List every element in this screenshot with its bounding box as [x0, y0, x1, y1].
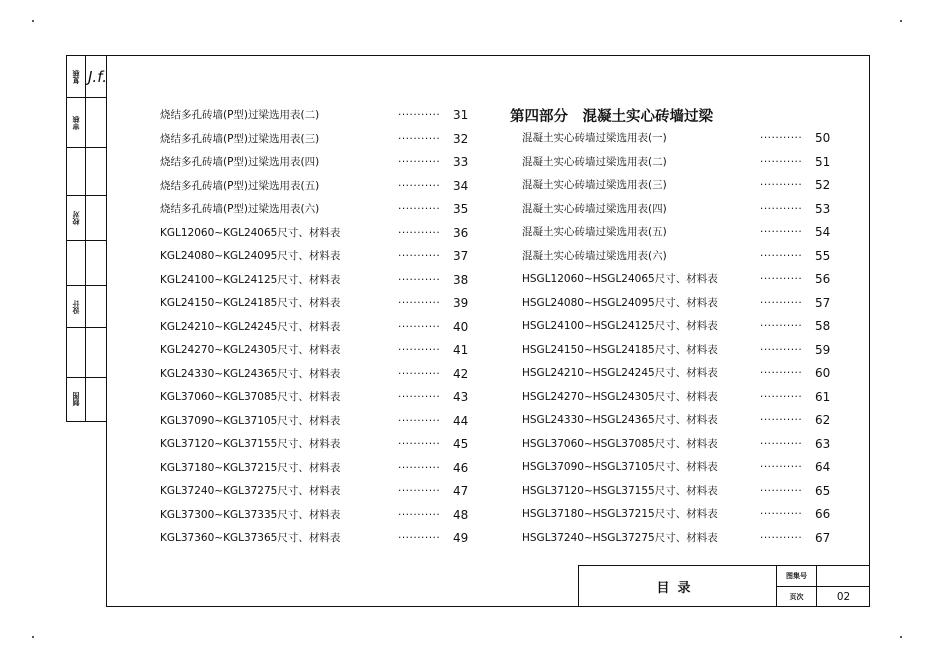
toc-leader-dots: ··········· [760, 226, 803, 238]
approval-strip [66, 55, 107, 422]
toc-entry-page: 45 [453, 437, 469, 451]
approval-cell-blank [67, 148, 107, 196]
toc-entry-page: 51 [815, 154, 831, 169]
toc-leader-dots: ··········· [398, 320, 441, 333]
toc-entry [160, 387, 473, 407]
toc-entry [522, 222, 835, 242]
toc-leader-dots: ··········· [398, 414, 441, 427]
toc-entry-title: KGL12060~KGL24065尺寸、材料表 [160, 226, 341, 239]
toc-entry-title: KGL37060~KGL37085尺寸、材料表 [160, 391, 341, 403]
toc-entry-title: KGL37300~KGL37335尺寸、材料表 [160, 508, 341, 521]
toc-entry-page: 65 [815, 483, 831, 498]
approval-cell-audit [67, 98, 107, 148]
approval-cell-design [67, 286, 107, 328]
toc-entry [160, 458, 473, 478]
approval-label: 制图 [72, 392, 80, 407]
section-heading: 第四部分 混凝土实心砖墙过梁 [510, 109, 713, 125]
toc-leader-dots: ··········· [760, 461, 803, 473]
toc-entry [160, 505, 473, 525]
toc-entry [160, 293, 473, 313]
toc-leader-dots: ··········· [398, 250, 441, 262]
toc-entry-title: 烧结多孔砖墙(P型)过梁选用表(三) [160, 132, 320, 145]
toc-leader-dots: ··········· [398, 344, 441, 356]
toc-leader-dots: ··········· [760, 320, 803, 332]
toc-entry-title: HSGL24080~HSGL24095尺寸、材料表 [522, 296, 718, 309]
toc-entry-page: 31 [453, 108, 469, 122]
toc-leader-dots: ··········· [760, 508, 803, 520]
strip-divider [85, 56, 86, 421]
toc-entry-page: 58 [815, 319, 831, 333]
toc-entry-title: HSGL37240~HSGL37275尺寸、材料表 [522, 531, 718, 544]
toc-leader-dots: ··········· [398, 297, 441, 309]
toc-entry-title: 烧结多孔砖墙(P型)过梁选用表(二) [160, 109, 320, 121]
toc-entry [522, 269, 835, 289]
toc-entry [522, 528, 835, 548]
toc-leader-dots: ··········· [398, 508, 441, 521]
toc-entry-page: 40 [453, 319, 469, 334]
toc-entry-title: KGL24080~KGL24095尺寸、材料表 [160, 250, 341, 262]
toc-leader-dots: ··········· [760, 414, 803, 426]
toc-entry-page: 62 [815, 413, 831, 427]
toc-entry-page: 52 [815, 178, 831, 192]
toc-leader-dots: ··········· [760, 155, 803, 168]
toc-entry-title: KGL24270~KGL24305尺寸、材料表 [160, 344, 341, 356]
toc-entry-title: KGL24210~KGL24245尺寸、材料表 [160, 320, 341, 333]
toc-entry [522, 410, 835, 430]
toc-entry-title: KGL37120~KGL37155尺寸、材料表 [160, 438, 341, 450]
toc-entry [522, 199, 835, 219]
title-block [578, 565, 870, 606]
toc-entry-title: HSGL24150~HSGL24185尺寸、材料表 [522, 343, 718, 356]
toc-entry-page: 41 [453, 343, 469, 357]
toc-leader-dots: ··········· [398, 367, 441, 380]
toc-entry-title: HSGL24210~HSGL24245尺寸、材料表 [522, 367, 718, 379]
toc-entry-page: 43 [453, 390, 469, 404]
toc-entry-title: KGL24150~KGL24185尺寸、材料表 [160, 297, 341, 309]
toc-entry-page: 39 [453, 296, 469, 310]
toc-entry [160, 481, 473, 501]
toc-entry-title: 混凝土实心砖墙过梁选用表(二) [522, 155, 667, 168]
title-block-title: 目录 [579, 566, 777, 606]
toc-leader-dots: ··········· [760, 179, 803, 191]
toc-leader-dots: ··········· [398, 179, 441, 192]
toc-entry-page: 42 [453, 366, 469, 381]
toc-entry-page: 67 [815, 530, 831, 545]
toc-leader-dots: ··········· [760, 296, 803, 309]
toc-entry-page: 47 [453, 484, 469, 498]
toc-entry-page: 50 [815, 131, 831, 145]
toc-entry-title: KGL37180~KGL37215尺寸、材料表 [160, 461, 341, 474]
toc-entry [160, 434, 473, 454]
toc-entry [522, 363, 835, 383]
toc-entry-title: 烧结多孔砖墙(P型)过梁选用表(四) [160, 156, 320, 168]
approval-label: 设计 [72, 300, 80, 314]
corner-mark [32, 636, 34, 638]
toc-entry-page: 35 [453, 202, 469, 216]
signature: J.f. [88, 68, 107, 86]
toc-leader-dots: ··········· [398, 532, 441, 544]
toc-entry-title: HSGL24330~HSGL24365尺寸、材料表 [522, 414, 718, 426]
toc-entry-page: 36 [453, 225, 469, 240]
toc-entry-title: 烧结多孔砖墙(P型)过梁选用表(六) [160, 203, 320, 215]
toc-entry [160, 317, 473, 337]
atlas-number-label: 图集号 [777, 566, 817, 586]
toc-leader-dots: ··········· [398, 438, 441, 450]
approval-cell-draw [67, 378, 107, 421]
toc-entry-page: 44 [453, 413, 469, 428]
toc-entry-page: 63 [815, 436, 831, 451]
toc-entry-title: 混凝土实心砖墙过梁选用表(一) [522, 132, 667, 144]
toc-entry [522, 457, 835, 477]
toc-entry [160, 411, 473, 431]
page-number-value: 02 [836, 591, 851, 603]
toc-leader-dots: ··········· [760, 531, 803, 544]
toc-entry [522, 504, 835, 524]
toc-entry-page: 33 [453, 155, 469, 169]
toc-entry-page: 34 [453, 178, 469, 193]
toc-entry-page: 59 [815, 342, 831, 357]
toc-entry-page: 37 [453, 249, 469, 263]
toc-leader-dots: ··········· [760, 367, 803, 379]
toc-entry [160, 340, 473, 360]
toc-entry-page: 54 [815, 225, 831, 239]
toc-entry-page: 61 [815, 389, 831, 404]
toc-entry-title: HSGL12060~HSGL24065尺寸、材料表 [522, 273, 718, 285]
toc-entry [160, 199, 473, 219]
toc-entry [522, 434, 835, 454]
toc-entry [160, 105, 473, 125]
page-number-label: 页次 [777, 587, 817, 607]
toc-entry-page: 48 [453, 507, 469, 522]
toc-entry [160, 223, 473, 243]
toc-entry-title: 烧结多孔砖墙(P型)过梁选用表(五) [160, 179, 320, 192]
atlas-number-value [817, 566, 870, 586]
toc-entry [160, 176, 473, 196]
approval-cell-check [67, 196, 107, 241]
toc-entry-page: 64 [815, 460, 831, 474]
toc-leader-dots: ··········· [760, 390, 803, 403]
approval-label: 审核 [72, 116, 80, 130]
toc-leader-dots: ··········· [398, 156, 441, 168]
toc-entry [160, 152, 473, 172]
toc-entry [160, 528, 473, 548]
toc-entry-title: 混凝土实心砖墙过梁选用表(五) [522, 226, 667, 238]
toc-entry-title: KGL24330~KGL24365尺寸、材料表 [160, 367, 341, 380]
toc-leader-dots: ··········· [398, 226, 441, 239]
toc-leader-dots: ··········· [398, 273, 441, 286]
toc-entry [522, 316, 835, 336]
toc-entry [522, 175, 835, 195]
toc-leader-dots: ··········· [398, 109, 441, 121]
toc-leader-dots: ··········· [760, 437, 803, 450]
toc-entry [160, 270, 473, 290]
toc-entry [522, 387, 835, 407]
toc-entry-title: KGL37360~KGL37365尺寸、材料表 [160, 532, 341, 544]
toc-leader-dots: ··········· [398, 485, 441, 497]
toc-entry-title: 混凝土实心砖墙过梁选用表(四) [522, 202, 667, 215]
toc-leader-dots: ··········· [398, 391, 441, 403]
toc-leader-dots: ··········· [760, 249, 803, 262]
toc-entry [160, 129, 473, 149]
toc-entry-page: 46 [453, 460, 469, 475]
corner-mark [900, 636, 902, 638]
toc-entry-page: 38 [453, 272, 469, 287]
toc-entry-title: 混凝土实心砖墙过梁选用表(三) [522, 179, 667, 191]
toc-entry-page: 53 [815, 201, 831, 216]
toc-entry-title: KGL24100~KGL24125尺寸、材料表 [160, 273, 341, 286]
toc-entry-title: KGL37240~KGL37275尺寸、材料表 [160, 485, 341, 497]
toc-entry-title: KGL37090~KGL37105尺寸、材料表 [160, 414, 341, 427]
toc-entry-page: 60 [815, 366, 831, 380]
toc-entry-title: 混凝土实心砖墙过梁选用表(六) [522, 249, 667, 262]
toc-leader-dots: ··········· [760, 343, 803, 356]
toc-entry-page: 57 [815, 295, 831, 310]
toc-leader-dots: ··········· [760, 484, 803, 497]
toc-entry [522, 128, 835, 148]
toc-leader-dots: ··········· [398, 132, 441, 145]
approval-label: 校对 [72, 211, 80, 226]
toc-entry-page: 56 [815, 272, 831, 286]
toc-entry-page: 55 [815, 248, 831, 263]
toc-entry-title: HSGL24270~HSGL24305尺寸、材料表 [522, 390, 718, 403]
approval-cell-review [67, 56, 107, 98]
toc-entry-title: HSGL37120~HSGL37155尺寸、材料表 [522, 484, 718, 497]
corner-mark [32, 20, 34, 22]
toc-entry-title: HSGL24100~HSGL24125尺寸、材料表 [522, 320, 718, 332]
toc-entry-page: 32 [453, 131, 469, 146]
toc-entry-title: HSGL37060~HSGL37085尺寸、材料表 [522, 437, 718, 450]
toc-entry [522, 246, 835, 266]
toc-leader-dots: ··········· [398, 461, 441, 474]
toc-leader-dots: ··········· [398, 203, 441, 215]
corner-mark [900, 20, 902, 22]
toc-entry-page: 49 [453, 531, 469, 545]
approval-cell-blank [67, 328, 107, 378]
toc-entry-page: 66 [815, 507, 831, 521]
approval-cell-blank [67, 241, 107, 286]
toc-leader-dots: ··········· [760, 273, 803, 285]
toc-entry [522, 481, 835, 501]
toc-entry [522, 340, 835, 360]
toc-entry-title: HSGL37180~HSGL37215尺寸、材料表 [522, 508, 718, 520]
toc-entry-title: HSGL37090~HSGL37105尺寸、材料表 [522, 461, 718, 473]
toc-entry [522, 152, 835, 172]
toc-entry [522, 293, 835, 313]
toc-leader-dots: ··········· [760, 202, 803, 215]
toc-leader-dots: ··········· [760, 132, 803, 144]
approval-label: 复核 [72, 70, 80, 84]
toc-entry [160, 246, 473, 266]
toc-entry [160, 364, 473, 384]
